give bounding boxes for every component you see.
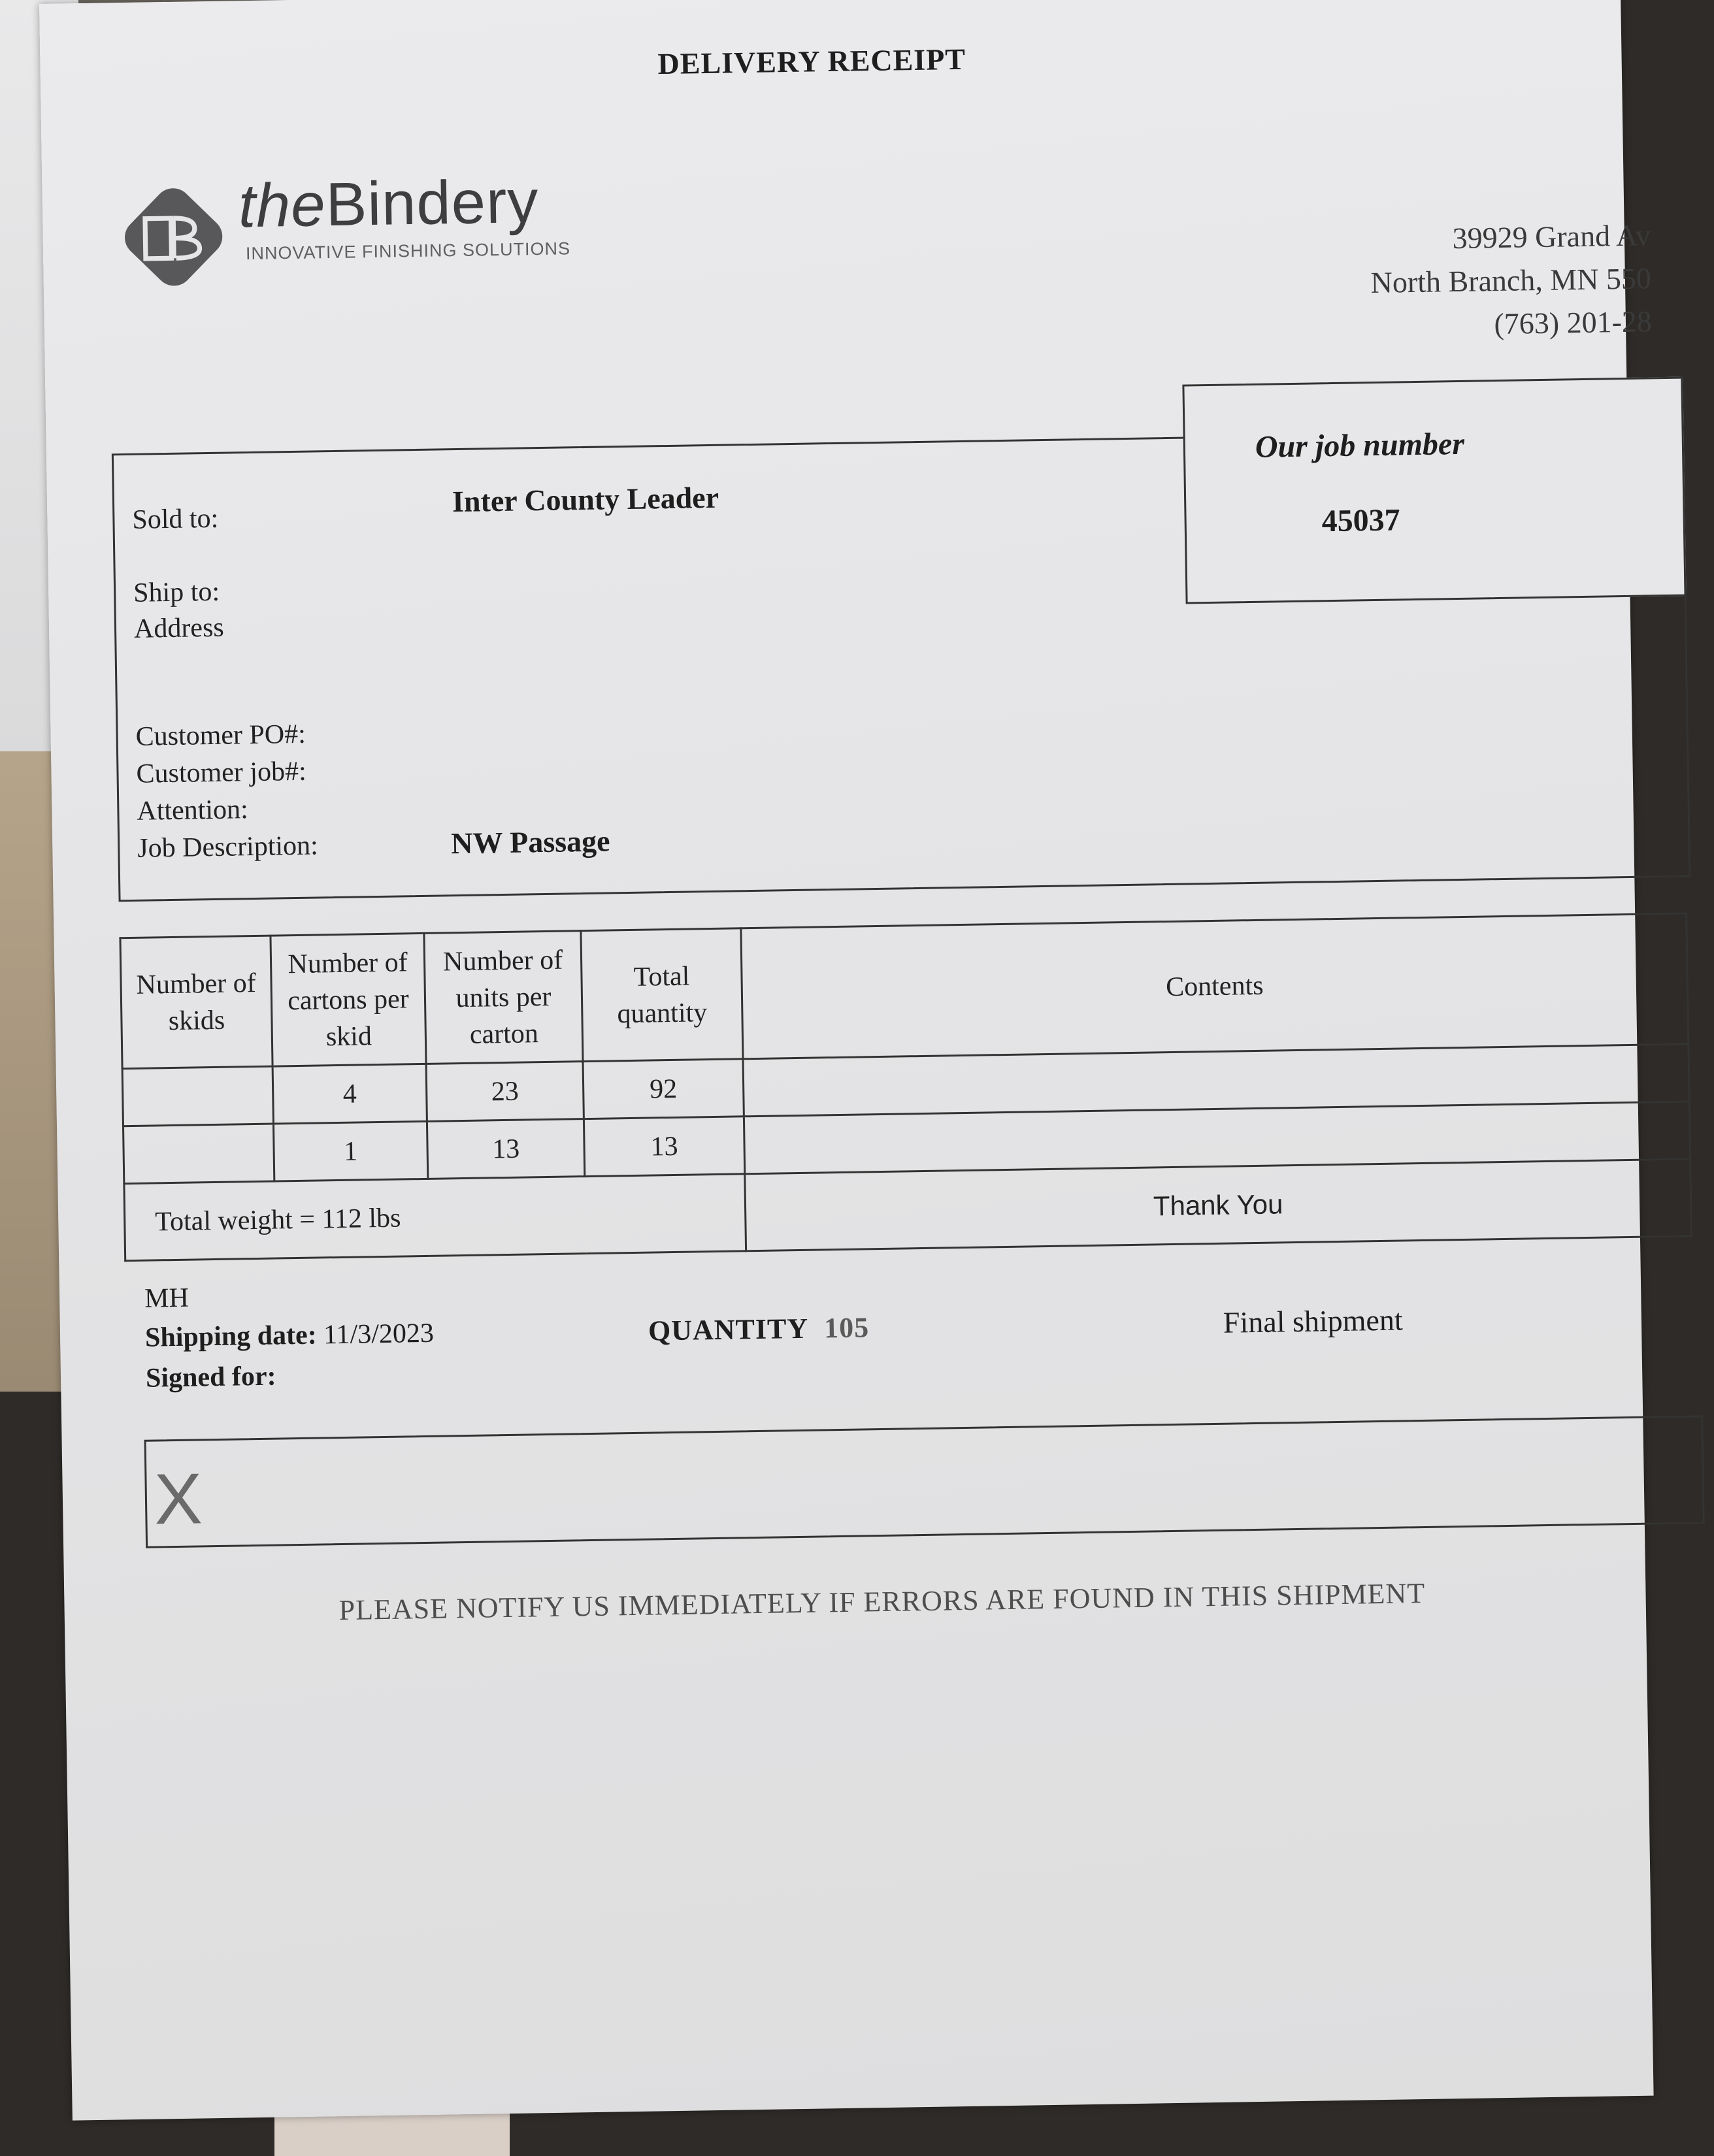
job-number-label: Our job number [1255,426,1465,465]
attention-label: Attention: [137,794,249,826]
address-line-1: 39929 Grand Av [1452,218,1651,255]
company-address [1153,214,1652,351]
quantity-value: 105 [823,1311,870,1345]
initials: MH [144,1282,190,1314]
shipping-date-value: 11/3/2023 [323,1318,435,1350]
company-tagline: INNOVATIVE FINISHING SOLUTIONS [245,238,571,264]
shipment-table [119,913,1692,1262]
signature-box [144,1415,1705,1548]
address-label: Address [133,612,225,644]
header-cartons: Number of cartons per skid [271,933,426,1066]
document-title: DELIVERY RECEIPT [657,42,966,81]
cell-cartons: 4 [272,1064,427,1124]
cell-total: 13 [584,1117,744,1177]
bindery-logo-icon [114,177,233,297]
cell-units: 13 [427,1119,584,1179]
header-contents: Contents [741,913,1689,1059]
header-units: Number of units per carton [424,931,583,1064]
header-total: Total quantity [581,928,743,1062]
job-description-value: NW Passage [450,824,610,860]
job-number-value: 45037 [1321,502,1401,539]
customer-po-label: Customer PO#: [135,719,306,752]
cell-skids [123,1124,274,1184]
signed-for-label: Signed for: [145,1361,276,1394]
sold-to-label: Sold to: [132,503,219,535]
thank-you-text: Thank You [745,1159,1692,1251]
sold-to-value: Inter County Leader [452,480,719,519]
error-notice: PLEASE NOTIFY US IMMEDIATELY IF ERRORS ARE FOUND IN THIS SHIPMENT [338,1576,1426,1627]
address-line-2: North Branch, MN 550 [1370,261,1652,300]
company-name [238,166,539,241]
shipping-date [145,1318,435,1354]
delivery-receipt-document [39,0,1654,2121]
header-skids: Number of skids [120,936,272,1069]
customer-job-label: Customer job#: [136,756,307,789]
signature-mark: X [154,1458,203,1540]
cell-total: 92 [583,1059,744,1119]
table-header-row [120,913,1689,1069]
company-name-prefix: the [238,170,327,240]
job-description-label: Job Description: [137,830,319,864]
cell-skids [122,1066,273,1126]
total-weight: Total weight = 112 lbs [124,1174,746,1261]
quantity-label: QUANTITY [648,1312,809,1347]
final-shipment-note: Final shipment [1223,1303,1404,1339]
cell-cartons: 1 [273,1121,427,1181]
cell-units: 23 [426,1062,584,1122]
shipping-date-label: Shipping date: [144,1320,318,1353]
ship-to-label: Ship to: [133,576,220,608]
company-name-main: Bindery [325,167,540,239]
job-number-box [1182,377,1686,604]
quantity [648,1311,870,1347]
company-phone: (763) 201-28 [1494,304,1653,341]
